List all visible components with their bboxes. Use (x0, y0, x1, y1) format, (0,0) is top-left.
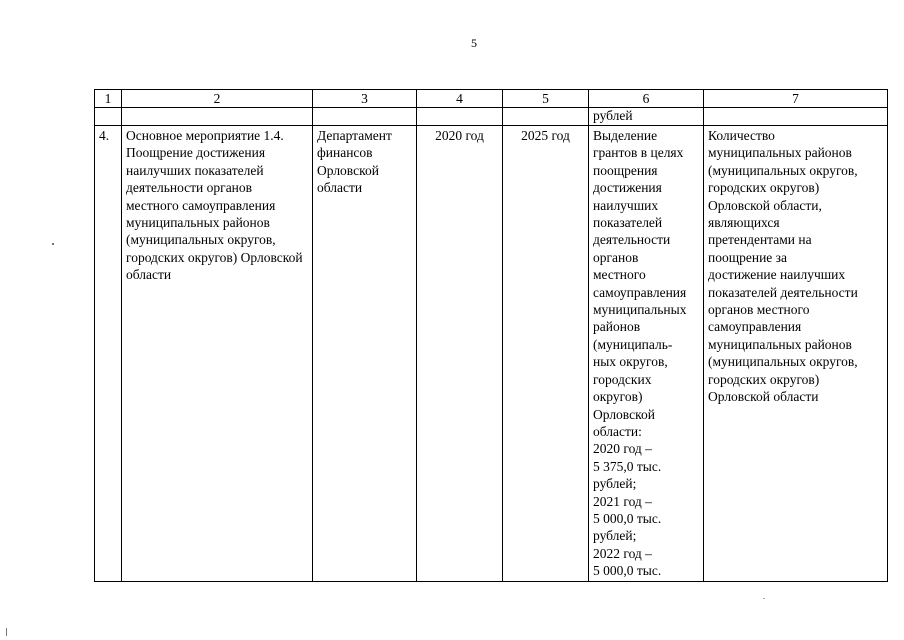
column-number-row (95, 90, 888, 108)
performance-indicator: Количество муниципальных районов (муниципальных округов, городских округов) Орловской области, являющихся претендентами на поощрение за достижение наилучших показателей деятельности органов местного самоуправления муниципальных районов (муниципальных округов, городских округов) Орловской области (704, 126, 888, 582)
end-year: 2025 год (503, 126, 589, 582)
continued-description: рублей (589, 108, 704, 126)
table-row (95, 126, 888, 582)
empty-cell (313, 108, 417, 126)
column-number: 3 (313, 90, 417, 108)
column-number: 4 (417, 90, 503, 108)
activity-name: Основное мероприятие 1.4. Поощрение достижения наилучших показателей деятельности органов местного самоуправления муниципальных районов (муниципальных округов, городских округов) Орловской области (122, 126, 313, 582)
empty-cell (95, 108, 122, 126)
empty-cell (704, 108, 888, 126)
continuation-row (95, 108, 888, 126)
column-number: 2 (122, 90, 313, 108)
scan-speck (763, 598, 765, 599)
row-number: 4. (95, 126, 122, 582)
scan-speck (52, 243, 54, 245)
empty-cell (503, 108, 589, 126)
start-year: 2020 год (417, 126, 503, 582)
column-number: 6 (589, 90, 704, 108)
scan-speck (6, 628, 7, 636)
page-number: 5 (471, 36, 477, 50)
activity-description: Выделение грантов в целях поощрения достижения наилучших показателей деятельности органов местного самоуправления муниципальных районов (муниципаль- ных округов, городских округов) Орловской области: 2020 год – 5 375,0 тыс. рублей; 2021 год – 5 000,0 тыс. рублей; 2022 год – 5 000,0 тыс. (589, 126, 704, 582)
column-number: 7 (704, 90, 888, 108)
executor: Департамент финансов Орловской области (313, 126, 417, 582)
column-number: 5 (503, 90, 589, 108)
activities-table (94, 89, 888, 582)
empty-cell (122, 108, 313, 126)
empty-cell (417, 108, 503, 126)
column-number: 1 (95, 90, 122, 108)
